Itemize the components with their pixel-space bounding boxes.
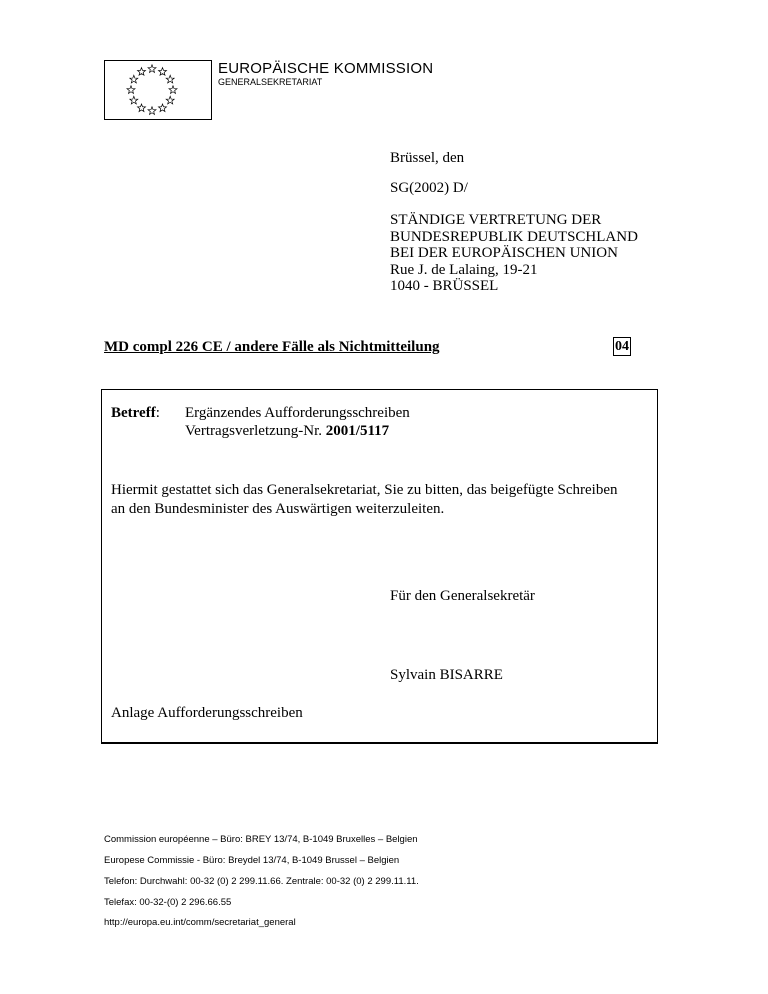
reference: SG(2002) D/: [390, 180, 468, 196]
signature-title: Für den Generalsekretär: [390, 588, 535, 604]
star-icon: [130, 96, 138, 104]
star-icon: [166, 96, 174, 104]
star-icon: [166, 75, 174, 83]
signature-name: Sylvain BISARRE: [390, 667, 503, 683]
recipient-line: Rue J. de Lalaing, 19-21: [390, 261, 538, 278]
recipient-line: BUNDESREPUBLIK DEUTSCHLAND: [390, 228, 638, 245]
star-icon: [130, 75, 138, 83]
eu-stars-icon: [105, 61, 213, 121]
org-subtitle: GENERALSEKRETARIAT: [218, 77, 323, 87]
footer-line: Europese Commissie - Büro: Breydel 13/74, B-1049 Brussel – Belgien: [104, 855, 400, 866]
body-line2: an den Bundesminister des Auswärtigen weiterzuleiten.: [111, 501, 445, 517]
betreff-line1: Ergänzendes Aufforderungsschreiben: [185, 405, 410, 421]
footer-line: Telefon: Durchwahl: 00-32 (0) 2 299.11.66. Zentrale: 00-32 (0) 2 299.11.11.: [104, 876, 419, 887]
org-name: EUROPÄISCHE KOMMISSION: [218, 60, 434, 77]
star-icon: [138, 68, 146, 76]
star-icon: [148, 107, 156, 115]
recipient-line: BEI DER EUROPÄISCHEN UNION: [390, 245, 618, 261]
eu-flag-logo: [104, 60, 212, 120]
body-line1: Hiermit gestattet sich das Generalsekretariat, Sie zu bitten, das beigefügte Schreiben: [111, 482, 618, 498]
recipient-line: STÄNDIGE VERTRETUNG DER: [390, 212, 602, 228]
star-icon: [169, 86, 177, 94]
subject-line: MD compl 226 CE / andere Fälle als Nichtmitteilung: [104, 339, 440, 355]
footer-line: Telefax: 00-32-(0) 2 296.66.55: [104, 897, 232, 908]
betreff-label: Betreff:: [111, 405, 160, 421]
code-badge: 04: [615, 339, 629, 354]
case-number: 2001/5117: [325, 423, 390, 439]
star-icon: [138, 104, 146, 112]
footer-url[interactable]: http://europa.eu.int/comm/secretariat_general: [104, 917, 296, 928]
betreff-line2: Vertragsverletzung-Nr. 2001/5117: [185, 423, 390, 439]
star-icon: [159, 104, 167, 112]
star-icon: [148, 65, 156, 73]
recipient-address: [390, 212, 638, 295]
footer-line: Commission européenne – Büro: BREY 13/74, B-1049 Bruxelles – Belgien: [104, 834, 418, 845]
star-icon: [159, 68, 167, 76]
enclosure: Anlage Aufforderungsschreiben: [111, 705, 303, 721]
place-date: Brüssel, den: [390, 150, 465, 166]
recipient-line: 1040 - BRÜSSEL: [390, 278, 499, 294]
content-box: [101, 389, 658, 744]
star-icon: [127, 86, 135, 94]
